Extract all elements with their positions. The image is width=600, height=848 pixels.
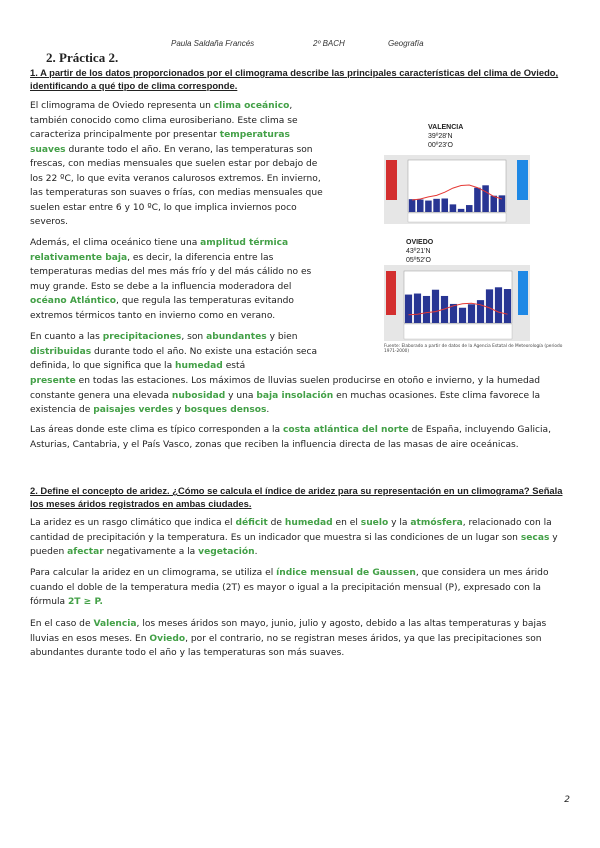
highlighted-term: paisajes verdes (93, 405, 174, 415)
valencia-lat: 39º28'N (428, 133, 453, 140)
highlighted-term: temperaturas suaves (30, 130, 290, 155)
oviedo-precip-bar (459, 308, 466, 323)
highlighted-term: costa atlántica del norte (282, 425, 409, 435)
highlighted-term: índice mensual de Gaussen (276, 568, 416, 578)
oviedo-name: OVIEDO (406, 239, 434, 246)
q1-paragraph-4: Las áreas donde este clima es típico corresponden a la costa atlántica del norte de España, incluyendo Galicia, Asturias, Cantabria, y el País Vasco, zonas que reciben la influencia directa de las masas de aire oceánicas. (30, 425, 552, 450)
highlighted-term: clima oceánico (213, 101, 290, 111)
highlighted-term: abundantes (206, 332, 267, 342)
question-1-title: 1. A partir de los datos proporcionados por el climograma describe las principales características del clima de Oviedo, identificando a qué tipo de clima corresponde. (30, 67, 559, 91)
valencia-precip-bar (417, 200, 424, 212)
valencia-precip-bar (466, 205, 473, 212)
oviedo-lat: 43º21'N (406, 248, 431, 255)
oviedo-precip-bar (432, 290, 439, 323)
oviedo-precip-bar (504, 289, 511, 323)
q1-paragraph-3a: En cuanto a las precipitaciones, son abundantes y bien distribuidas durante todo el año. No existe una estación seca definida, lo que significa que la humedad está (30, 332, 318, 371)
valencia-precip-bar (474, 188, 481, 212)
climograph-oviedo (384, 235, 530, 341)
author: Paula Saldaña Francés (171, 39, 255, 48)
highlighted-term: nubosidad (171, 390, 226, 401)
oviedo-data-table (404, 324, 512, 339)
highlighted-term: amplitud térmica relativamente baja (30, 238, 289, 263)
highlighted-term: afectar (67, 547, 104, 557)
question-2-title: 2. Define el concepto de aridez. ¿Cómo se calcula el índice de aridez para su representación en un climograma? Señala los meses áridos registrados en ambas ciudades. (30, 485, 563, 509)
highlighted-term: humedad (284, 518, 333, 528)
valencia-precip-bar (458, 209, 465, 212)
valencia-precip-axis-label (517, 160, 528, 200)
section-title: 2. Práctica 2. (46, 50, 119, 65)
highlighted-term: presente (30, 376, 76, 386)
q2-paragraph-1: La aridez es un rasgo climático que indica el déficit de humedad en el suelo y la atmósfera, relacionado con la cantidad de precipitación y la temperatura. Es un indicador que muestra si las condiciones de un lugar son secas y pueden afectar negativamente a la vegetación. (30, 518, 558, 557)
oviedo-precip-bar (495, 287, 502, 323)
highlighted-term: vegetación (198, 547, 255, 557)
highlighted-term: secas (520, 532, 550, 543)
highlighted-term: bosques densos (184, 405, 267, 415)
course: 2º BACH (313, 39, 345, 48)
valencia-precip-bar (450, 204, 457, 212)
valencia-data-table (408, 213, 506, 222)
highlighted-term: déficit (235, 518, 268, 528)
oviedo-precip-bar (414, 294, 421, 323)
oviedo-precip-axis-label (518, 271, 528, 315)
oviedo-precip-bar (423, 296, 430, 323)
q2-paragraph-3: En el caso de Valencia, los meses áridos son mayo, junio, julio y agosto, debido a las altas temperaturas y bajas lluvias en esos meses. En Oviedo, por el contrario, no se registran meses áridos, ya que las precipitaciones son abundantes durante todo el año y las temperaturas son más suaves. (30, 619, 547, 658)
q2-paragraph-2: Para calcular la aridez en un climograma, se utiliza el índice mensual de Gaussen, que considera un mes árido cuando el doble de la temperatura media (2T) es mayor o igual a la precipitación mensual (P), expresado con la fórmula 2T ≥ P. (30, 568, 549, 607)
valencia-precip-bar (425, 201, 432, 212)
figure-caption: Fuente: Elaborado a partir de datos de la Agencia Estatal de Meteorología (periodo 1971-2000) (384, 344, 563, 354)
highlighted-term: suelo (360, 518, 389, 528)
valencia-precip-bar (409, 199, 416, 212)
q1-paragraph-3b: presente en todas las estaciones. Los máximos de lluvias suelen producirse en otoño e invierno, y la humedad constante genera una elevada nubosidad y una baja insolación en muchas ocasiones. Este clima favorece la existencia de paisajes verdes y bosques densos. (30, 376, 541, 415)
valencia-precip-bar (441, 198, 448, 212)
highlighted-term: Oviedo (149, 633, 186, 644)
highlighted-term: distribuidas (30, 346, 92, 357)
highlighted-term: Valencia (93, 619, 137, 629)
highlighted-term: baja insolación (256, 390, 334, 401)
oviedo-precip-bar (468, 304, 475, 323)
highlighted-term: 2T ≥ P. (67, 597, 103, 607)
valencia-lon: 00º23'O (428, 142, 453, 149)
valencia-precip-bar (490, 196, 497, 212)
valencia-precip-bar (433, 199, 440, 212)
subject: Geografía (388, 39, 424, 48)
highlighted-term: precipitaciones (102, 332, 182, 342)
valencia-temp-axis-label (386, 160, 397, 200)
highlighted-term: atmósfera (410, 518, 463, 528)
oviedo-precip-bar (405, 295, 412, 323)
highlighted-term: océano Atlántico (30, 296, 117, 306)
q1-paragraph-2: Además, el clima oceánico tiene una amplitud térmica relativamente baja, es decir, la diferencia entre las temperaturas medias del mes más frío y del más cálido no es muy grande. Esto se debe a la influencia moderadora del océano Atlántico, que regula las temperaturas evitando extremos térmicos tanto en invierno como en verano. (30, 238, 312, 321)
valencia-name: VALENCIA (428, 124, 464, 131)
q1-paragraph-1: El climograma de Oviedo representa un clima oceánico, también conocido como clima eurosiberiano. Este clima se caracteriza principalmente por presentar temperaturas suaves durante todo el año. En verano, las temperaturas son frescas, con medias mensuales que suelen estar por debajo de los 22 ºC, lo que evita veranos calurosos extremos. En invierno, las temperaturas son suaves o frías, con medias mensuales que suelen estar entre 6 y 10 ºC, lo que implica inviernos poco severos. (30, 101, 323, 227)
oviedo-temp-axis-label (386, 271, 396, 315)
oviedo-precip-bar (477, 300, 484, 323)
page-number: 2 (564, 795, 570, 805)
oviedo-precip-bar (486, 289, 493, 323)
highlighted-term: humedad (175, 361, 223, 371)
valencia-precip-bar (482, 185, 489, 212)
oviedo-lon: 05º52'O (406, 257, 431, 264)
climograph-valencia (384, 120, 530, 224)
